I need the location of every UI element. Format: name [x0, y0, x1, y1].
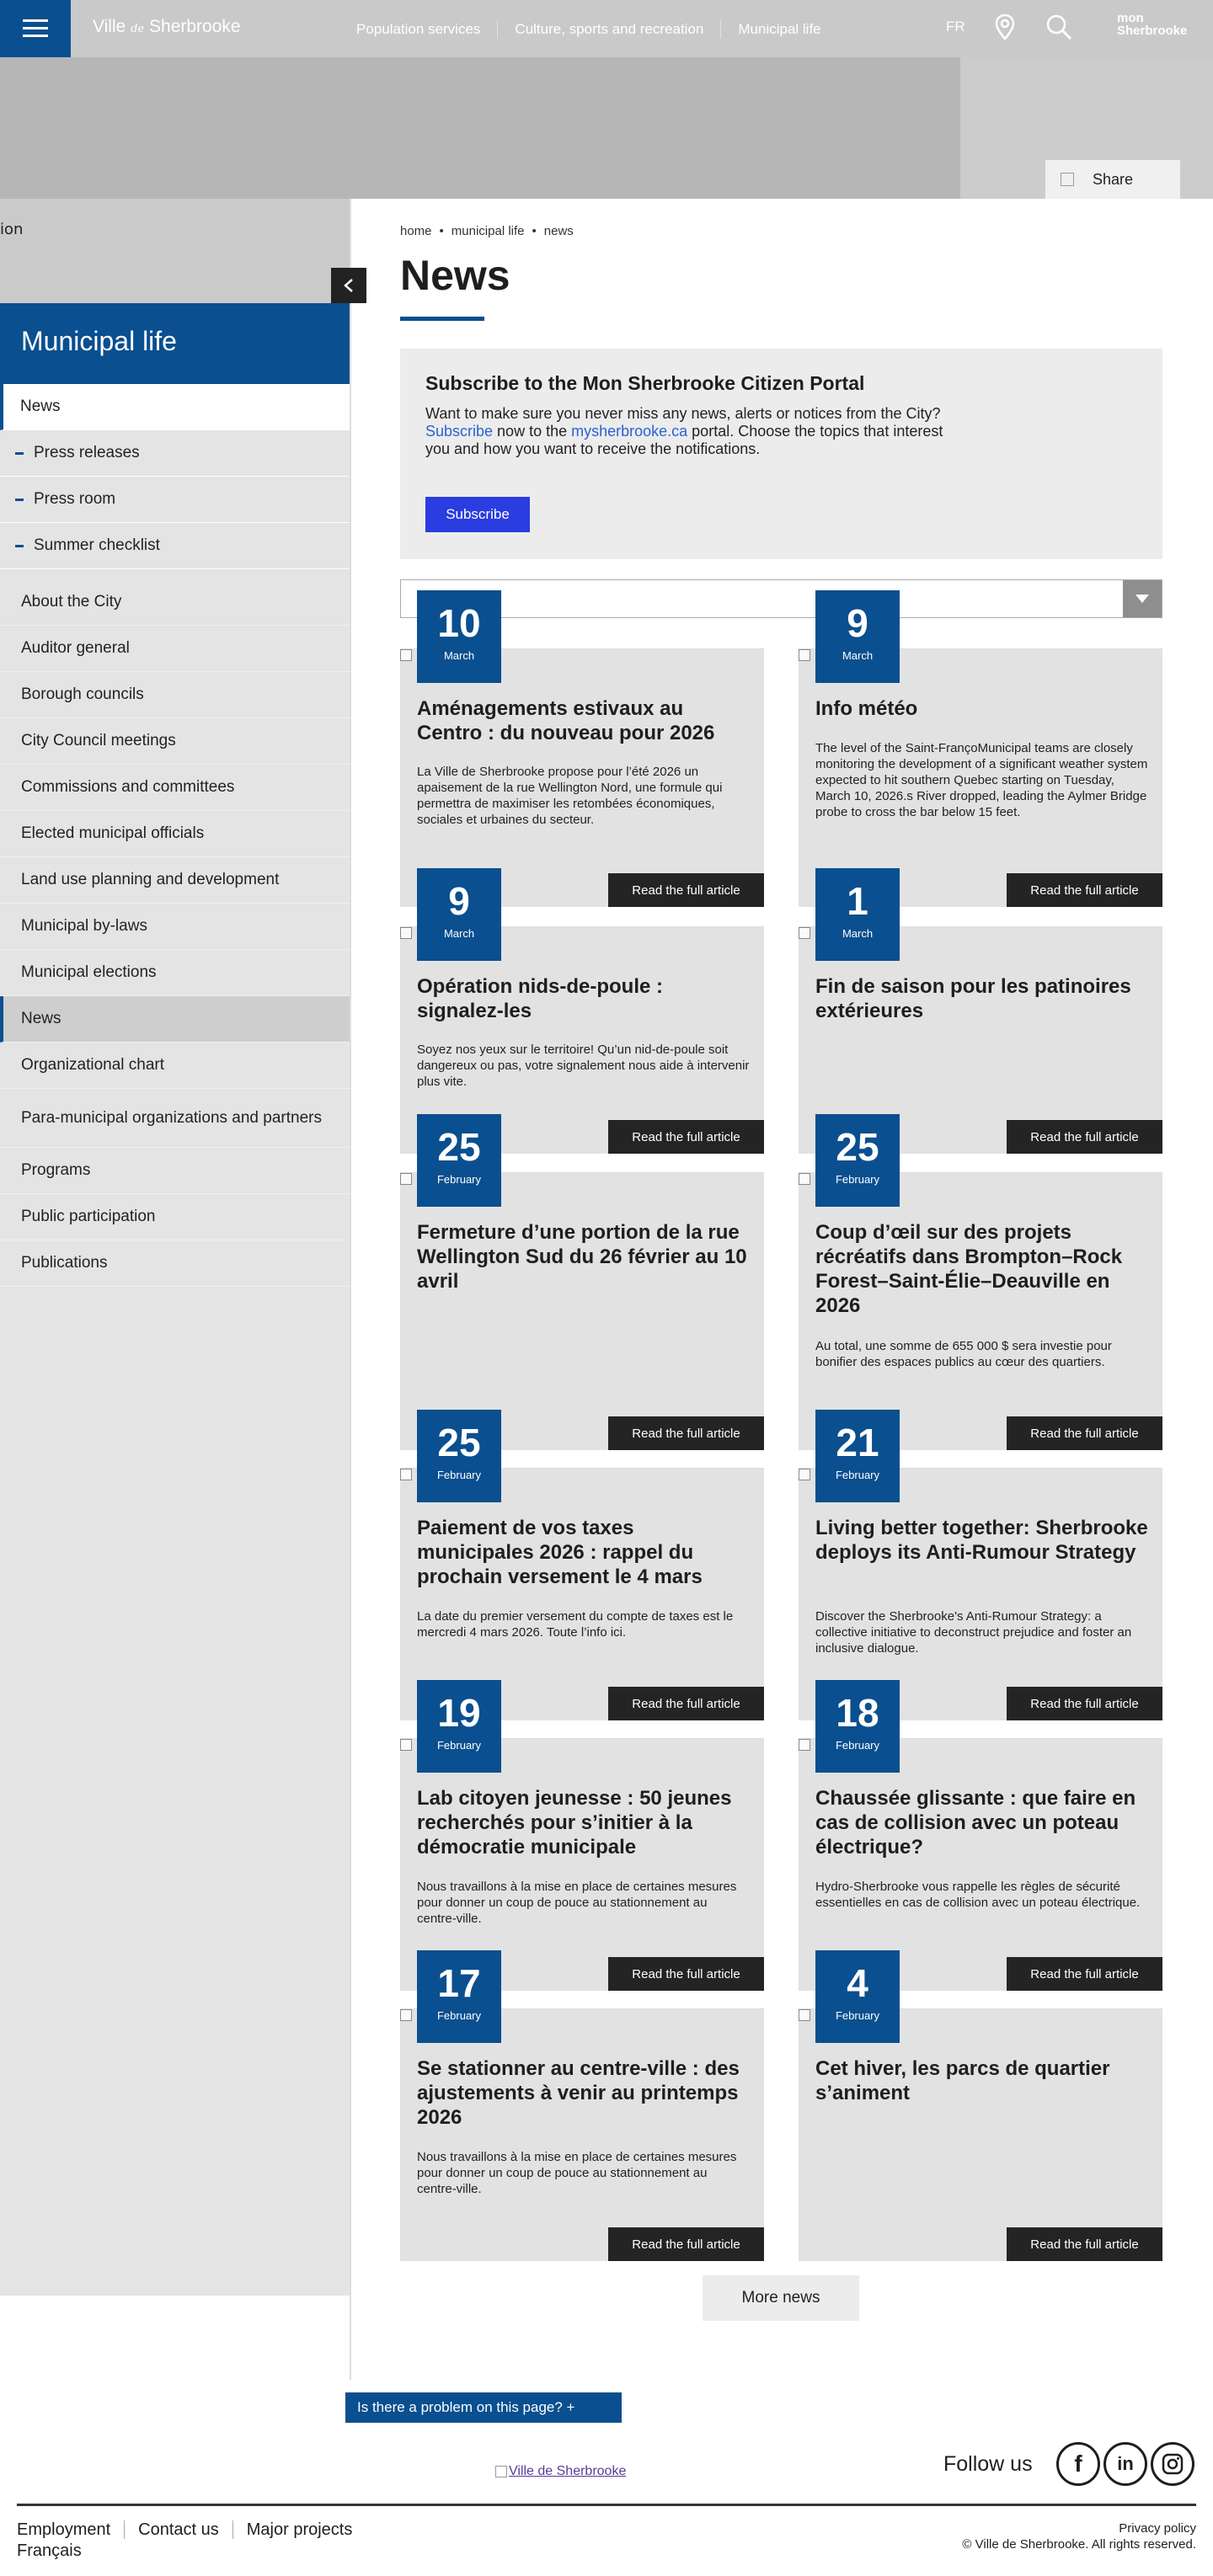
read-full-article-button[interactable]: Read the full article [608, 873, 764, 907]
news-date-badge [815, 1950, 900, 2043]
chevron-left-icon [343, 278, 355, 293]
news-date-day: 25 [836, 1125, 879, 1169]
news-image-icon [799, 1739, 810, 1751]
read-full-article-button[interactable]: Read the full article [1007, 873, 1162, 907]
news-date-day: 21 [836, 1421, 879, 1464]
news-title[interactable]: Aménagements estivaux au Centro : du nouveau pour 2026 [417, 697, 715, 744]
news-date-day: 25 [437, 1421, 481, 1464]
nav-population-services[interactable]: Population services [356, 21, 481, 37]
news-title[interactable]: Coup d’œil sur des projets récréatifs dans Brompton–Rock Forest–Saint-Élie–Deauville en 2026 [815, 1221, 1123, 1317]
sidebar-item[interactable]: Para-municipal organizations and partners [0, 1089, 350, 1148]
main-nav [344, 20, 838, 39]
news-title[interactable]: Fermeture d’une portion de la rue Wellington Sud du 26 février au 10 avril [417, 1221, 747, 1293]
news-date-month: February [835, 1173, 880, 1186]
news-date-badge [815, 1410, 900, 1502]
news-summary: Nous travaillons à la mise en place de certaines mesures pour donner un coup de pouce au stationnement au centre-ville. [417, 1880, 737, 1926]
read-full-article-button[interactable]: Read the full article [608, 1687, 764, 1720]
subscribe-text: Want to make sure you never miss any news, alerts or notices from the City? Subscribe now to the mysherbrooke.ca portal. Choose the topics that interest you and how you want to receive the notifications. [425, 405, 943, 457]
news-date-day: 25 [437, 1125, 481, 1169]
news-date-day: 9 [847, 601, 868, 645]
news-date-badge [417, 1950, 501, 2043]
news-date-day: 17 [437, 1961, 481, 2005]
language-toggle[interactable]: FR [946, 19, 965, 35]
news-date-month: March [842, 649, 874, 662]
submenu-item-press-releases[interactable]: Press releases [0, 430, 350, 477]
news-image-icon [799, 927, 810, 939]
news-card[interactable] [799, 1125, 1162, 1450]
news-summary: Nous travaillons à la mise en place de certaines mesures pour donner un coup de pouce au stationnement au centre-ville. [417, 2150, 737, 2196]
news-title[interactable]: Info météo [815, 697, 918, 720]
news-date-badge [815, 590, 900, 683]
share-icon [1061, 173, 1074, 186]
read-full-article-button[interactable]: Read the full article [1007, 2227, 1162, 2261]
news-image-icon [400, 927, 412, 939]
sidebar-item[interactable]: Publications [0, 1240, 350, 1287]
facebook-icon[interactable]: f [1056, 2442, 1100, 2486]
read-full-article-button[interactable]: Read the full article [1007, 1687, 1162, 1720]
breadcrumb: home • municipal life • news [400, 224, 574, 238]
footer-logo[interactable]: Ville de Sherbrooke [495, 2464, 626, 2479]
sidebar-item[interactable]: Elected municipal officials [0, 811, 350, 857]
breadcrumb-municipal-life[interactable]: municipal life [451, 224, 525, 238]
news-date-month: February [436, 1469, 482, 1481]
more-news-button[interactable]: More news [703, 2275, 859, 2321]
portal-link[interactable]: mysherbrooke.ca [571, 423, 688, 440]
hero-banner [0, 57, 960, 199]
sidebar-item[interactable]: Organizational chart [0, 1043, 350, 1089]
news-image-icon [799, 649, 810, 661]
mon-sherbrooke-link[interactable]: mon Sherbrooke [1117, 11, 1188, 38]
news-date-day: 18 [836, 1691, 879, 1735]
submenu-item-news[interactable]: News [0, 384, 350, 430]
sidebar-item[interactable]: Programs [0, 1148, 350, 1194]
news-title[interactable]: Paiement de vos taxes municipales 2026 : rappel du prochain versement le 4 mars [417, 1517, 703, 1588]
subscribe-link[interactable]: Subscribe [425, 423, 494, 440]
subscribe-title: Subscribe to the Mon Sherbrooke Citizen Portal [425, 372, 865, 394]
news-date-badge [417, 590, 501, 683]
title-underline [400, 317, 484, 321]
follow-us-label: Follow us [943, 2452, 1033, 2476]
instagram-icon[interactable] [1151, 2442, 1194, 2486]
news-title[interactable]: Se stationner au centre-ville : des ajustements à venir au printemps 2026 [417, 2057, 740, 2129]
read-full-article-button[interactable]: Read the full article [608, 1416, 764, 1450]
news-date-badge [417, 868, 501, 961]
news-date-badge [815, 868, 900, 961]
news-date-badge [815, 1114, 900, 1207]
sidebar-top-label[interactable]: ion [0, 221, 24, 238]
news-image-icon [400, 1469, 412, 1480]
news-date-month: March [443, 649, 475, 662]
read-full-article-button[interactable]: Read the full article [1007, 1120, 1162, 1154]
footer-language-link[interactable]: Français [17, 2541, 82, 2560]
menu-button[interactable] [0, 0, 71, 57]
news-image-icon [799, 1469, 810, 1480]
read-full-article-button[interactable]: Read the full article [1007, 1416, 1162, 1450]
sidebar-item[interactable]: About the City [0, 579, 350, 626]
news-date-day: 19 [437, 1691, 481, 1735]
footer-legal [962, 2520, 1196, 2552]
news-summary: La Ville de Sherbrooke propose pour l’été 2026 un apaisement de la rue Wellington Nord, une formule qui permettra de maximiser les retombées économiques, sociales et urbaines du secteur. [417, 765, 723, 827]
section-submenu [0, 384, 350, 569]
sidebar-item[interactable]: Auditor general [0, 626, 350, 672]
nav-municipal-life[interactable]: Municipal life [720, 20, 837, 39]
news-date-month: February [436, 1173, 482, 1186]
footer-link-contact[interactable]: Contact us [124, 2520, 232, 2539]
footer-link-employment[interactable]: Employment [17, 2520, 111, 2539]
news-image-icon [400, 2009, 412, 2021]
sidebar-item[interactable]: Municipal elections [0, 950, 350, 996]
subscribe-panel [400, 349, 1162, 559]
news-date-month: March [443, 927, 475, 940]
report-problem-button[interactable]: Is there a problem on this page? + [345, 2392, 622, 2423]
news-date-badge [417, 1680, 501, 1773]
category-select[interactable] [400, 579, 1162, 618]
read-full-article-button[interactable]: Read the full article [608, 1120, 764, 1154]
breadcrumb-home[interactable]: home [400, 224, 432, 238]
news-image-icon [400, 1173, 412, 1185]
news-date-day: 4 [847, 1961, 868, 2005]
news-summary: Au total, une somme de 655 000 $ sera investie pour bonifier des espaces publics au cœur des quartiers. [815, 1339, 1112, 1369]
news-card[interactable] [400, 1125, 764, 1450]
sidebar-item[interactable]: Borough councils [0, 672, 350, 718]
breadcrumb-current: news [543, 224, 574, 238]
section-title: Municipal life [0, 303, 350, 384]
sidebar-item[interactable]: Municipal by-laws [0, 904, 350, 950]
news-image-icon [799, 2009, 810, 2021]
page-title: News [400, 252, 510, 299]
news-card[interactable] [400, 1961, 764, 2261]
news-date-month: February [436, 2009, 482, 2022]
news-title[interactable]: Chaussée glissante : que faire en cas de collision avec un poteau électrique? [815, 1787, 1136, 1859]
news-date-month: February [835, 1469, 880, 1481]
news-date-month: March [842, 927, 874, 940]
read-full-article-button[interactable]: Read the full article [608, 2227, 764, 2261]
news-image-icon [799, 1173, 810, 1185]
footer-link-major-projects[interactable]: Major projects [232, 2520, 366, 2539]
news-date-day: 10 [437, 601, 481, 645]
privacy-policy-link[interactable]: Privacy policy [1119, 2521, 1196, 2536]
news-title[interactable]: Lab citoyen jeunesse : 50 jeunes recherchés pour s’initier à la démocratie municipale [417, 1787, 732, 1859]
news-summary: Discover the Sherbrooke's Anti-Rumour Strategy: a collective initiative to deconstruct prejudice and foster an inclusive dialogue. [815, 1609, 1132, 1656]
news-summary: Hydro-Sherbrooke vous rappelle les règles de sécurité essentielles en cas de collision avec un poteau électrique. [815, 1880, 1141, 1910]
sidebar-item[interactable]: Commissions and committees [0, 765, 350, 811]
sidebar-item[interactable]: City Council meetings [0, 718, 350, 765]
share-button[interactable]: Share [1045, 160, 1180, 199]
read-full-article-button[interactable]: Read the full article [608, 1957, 764, 1991]
news-title[interactable]: Opération nids-de-poule : signalez-les [417, 975, 663, 1022]
sidebar-item[interactable]: Land use planning and development [0, 857, 350, 904]
sidebar-collapse-button[interactable] [331, 268, 366, 303]
linkedin-icon[interactable]: in [1103, 2442, 1147, 2486]
news-card[interactable] [799, 1961, 1162, 2261]
sidebar-item-current[interactable]: News [0, 996, 350, 1043]
subscribe-button[interactable]: Subscribe [425, 497, 530, 532]
footer-divider [17, 2504, 1196, 2506]
sidebar-top-section [0, 199, 350, 305]
news-title[interactable]: Cet hiver, les parcs de quartier s’animent [815, 2057, 1110, 2104]
search-icon[interactable] [1045, 13, 1071, 42]
news-date-badge [815, 1680, 900, 1773]
news-summary: The level of the Saint-FrançoMunicipal teams are closely monitoring the development of a significant weather system expected to hit southern Quebec starting on Tuesday, March 10, 2026.s River dropped, leading the Aylmer Bridge probe to cross the bar below 15 feet. [815, 741, 1148, 819]
sidebar-menu [0, 579, 350, 1287]
news-date-badge [417, 1114, 501, 1207]
site-header [0, 0, 1213, 57]
news-date-month: February [436, 1739, 482, 1752]
sidebar-item[interactable]: Public participation [0, 1194, 350, 1240]
news-date-day: 9 [448, 879, 470, 923]
news-date-month: February [835, 2009, 880, 2022]
news-summary: La date du premier versement du compte de taxes est le mercredi 4 mars 2026. Toute l’info ici. [417, 1609, 734, 1640]
site-logo[interactable]: Ville de Sherbrooke [93, 17, 241, 36]
news-image-icon [400, 649, 412, 661]
copyright-text: © Ville de Sherbrooke. All rights reserved. [962, 2537, 1196, 2552]
news-title[interactable]: Fin de saison pour les patinoires extérieures [815, 975, 1131, 1022]
news-date-day: 1 [847, 879, 868, 923]
submenu-item-press-room[interactable]: Press room [0, 477, 350, 523]
news-date-badge [417, 1410, 501, 1502]
hamburger-icon [23, 19, 48, 38]
nav-culture-sports[interactable]: Culture, sports and recreation [497, 20, 720, 39]
map-pin-icon[interactable] [994, 13, 1019, 42]
news-date-month: February [835, 1739, 880, 1752]
read-full-article-button[interactable]: Read the full article [1007, 1957, 1162, 1991]
chevron-down-icon [1123, 580, 1162, 617]
logo-image-icon [495, 2466, 507, 2477]
news-summary: Soyez nos yeux sur le territoire! Qu’un nid-de-poule soit dangereux ou pas, votre signalement nous aide à intervenir plus vite. [417, 1043, 750, 1089]
submenu-item-summer-checklist[interactable]: Summer checklist [0, 523, 350, 569]
news-title[interactable]: Living better together: Sherbrooke deploys its Anti-Rumour Strategy [815, 1517, 1148, 1564]
news-image-icon [400, 1739, 412, 1751]
footer-links [17, 2520, 366, 2539]
